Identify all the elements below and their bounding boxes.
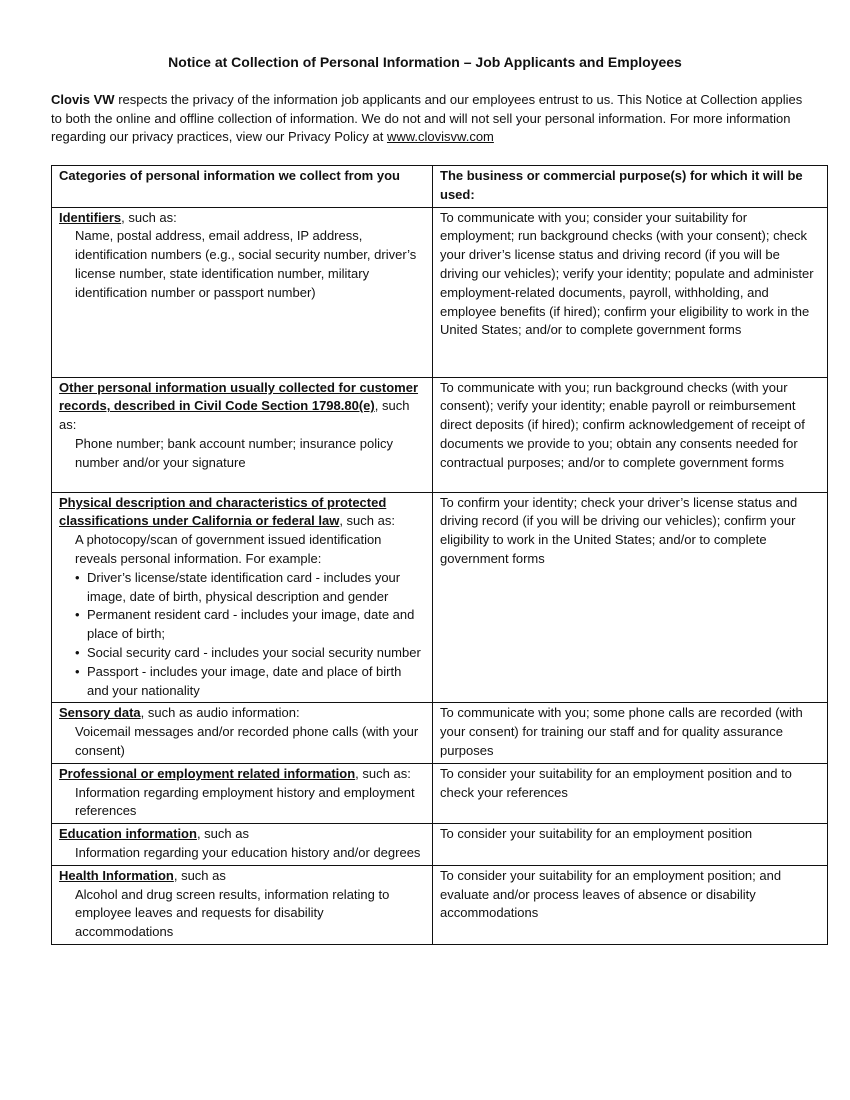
category-detail: Phone number; bank account number; insurance policy number and/or your signature	[75, 435, 393, 470]
list-item: • Passport - includes your image, date and place of birth and your nationality	[75, 663, 425, 701]
list-item: • Social security card - includes your social security number	[75, 644, 425, 663]
table-row	[52, 824, 828, 866]
category-suffix: , such as	[173, 867, 226, 883]
list-item: • Permanent resident card - includes your image, date and place of birth;	[75, 606, 425, 644]
category-heading	[59, 704, 425, 723]
purpose-cell: To consider your suitability for an employment position and to check your references	[433, 763, 828, 823]
list-item: • Driver’s license/state identification card - includes your image, date of birth, physical description and gender	[75, 569, 425, 607]
table-header-row	[52, 166, 828, 208]
intro-text: respects the privacy of the information job applicants and our employees entrust to us. This Notice at Collection applies to both the online and offline collection of information. We do not and will not sell your personal information. For more information regarding our privacy practices, view our Privacy Policy at	[51, 92, 803, 145]
personal-information-table	[51, 165, 828, 945]
category-cell	[52, 824, 433, 866]
category-cell	[52, 865, 433, 944]
category-detail: Name, postal address, email address, IP address, identification numbers (e.g., social security number, driver’s license number, state identification number, military identification number or passport number)	[75, 228, 417, 300]
category-detail: Information regarding your education history and/or degrees	[75, 844, 421, 860]
category-cell	[52, 703, 433, 763]
column-header-categories: Categories of personal information we collect from you	[52, 166, 433, 208]
column-header-purposes: The business or commercial purpose(s) for which it will be used:	[433, 166, 828, 208]
table-row	[52, 377, 828, 492]
category-heading	[59, 494, 425, 532]
purpose-cell: To confirm your identity; check your driver’s license status and driving record (if you will be driving our vehicles); confirm your eligibility to work in the United States; and/or to complete government forms	[433, 492, 828, 703]
category-suffix: , such as audio information:	[140, 705, 300, 721]
category-heading	[59, 765, 425, 784]
table-row	[52, 492, 828, 703]
category-heading	[59, 209, 425, 228]
category-detail: Voicemail messages and/or recorded phone calls (with your consent)	[75, 724, 419, 758]
purpose-cell: To communicate with you; consider your suitability for employment; run background checks (with your consent); check your driver’s license status and driving record (if you will be driving our vehicles); verify your identity; populate and administer employment-related documents, payroll, withholding, and employee benefits (if hired); confirm your eligibility to work in the United States; and/or to complete government forms	[433, 207, 828, 377]
company-name: Clovis VW	[51, 92, 115, 107]
category-cell	[52, 763, 433, 823]
table-row	[52, 763, 828, 823]
category-detail: Alcohol and drug screen results, information relating to employee leaves and requests for disability accommodations	[75, 886, 390, 940]
category-suffix: , such as:	[339, 513, 395, 529]
purpose-cell: To communicate with you; run background checks (with your consent); verify your identity; enable payroll or reimbursement direct deposits (if hired); confirm acknowledgement of receipt of documents we provide to you; obtain any consents needed for contractual purposes; and/or to complete government forms	[433, 377, 828, 492]
category-name: Sensory data	[59, 705, 141, 721]
category-name: Education information	[59, 826, 197, 842]
purpose-cell: To consider your suitability for an employment position; and evaluate and/or process leaves of absence or disability accommodations	[433, 865, 828, 944]
category-suffix: , such as:	[121, 209, 177, 225]
table-row	[52, 703, 828, 763]
table-row	[52, 865, 828, 944]
category-name: Health Information	[59, 867, 174, 883]
page-title: Notice at Collection of Personal Information – Job Applicants and Employees	[168, 54, 682, 70]
purpose-cell: To communicate with you; some phone calls are recorded (with your consent) for training our staff and for quality assurance purposes	[433, 703, 828, 763]
category-heading	[59, 867, 425, 886]
category-name: Other personal information usually collected for customer records, described in Civil Code Section 1798.80(e)	[59, 379, 419, 414]
category-detail: Information regarding employment history and employment references	[75, 784, 415, 819]
category-cell	[52, 377, 433, 492]
intro-paragraph	[51, 91, 811, 147]
table-row	[52, 207, 828, 377]
purpose-cell: To consider your suitability for an employment position	[433, 824, 828, 866]
category-name: Identifiers	[59, 209, 122, 225]
category-name: Professional or employment related information	[59, 765, 356, 781]
category-heading	[59, 825, 425, 844]
category-detail: A photocopy/scan of government issued identification reveals personal information. For example:	[75, 532, 382, 566]
category-cell	[52, 492, 433, 703]
id-document-list	[59, 569, 425, 701]
category-name: Physical description and characteristics of protected classifications under California or federal law	[59, 494, 387, 529]
privacy-policy-link[interactable]: www.clovisvw.com	[386, 129, 494, 145]
category-suffix: , such as:	[355, 765, 411, 781]
category-suffix: , such as:	[59, 398, 410, 433]
category-suffix: , such as	[196, 826, 249, 842]
category-heading	[59, 379, 425, 435]
category-cell	[52, 207, 433, 377]
